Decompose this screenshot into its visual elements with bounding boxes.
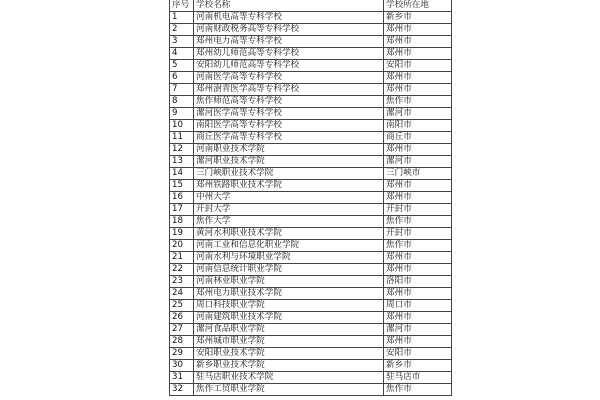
cell-school-name: 河南信息统计职业学院 — [194, 264, 384, 276]
table-row — [170, 108, 452, 120]
cell-number: 12 — [170, 144, 194, 156]
cell-number: 24 — [170, 288, 194, 300]
cell-school-name: 南阳医学高等专科学校 — [194, 120, 384, 132]
cell-number: 29 — [170, 348, 194, 360]
table-header-row — [170, 0, 452, 12]
cell-number: 20 — [170, 240, 194, 252]
cell-number: 3 — [170, 36, 194, 48]
cell-location: 焦作市 — [384, 96, 452, 108]
cell-school-name: 中州大学 — [194, 192, 384, 204]
cell-location: 焦作市 — [384, 240, 452, 252]
cell-number: 22 — [170, 264, 194, 276]
cell-school-name: 河南医学高等专科学校 — [194, 72, 384, 84]
cell-number: 16 — [170, 192, 194, 204]
table-row — [170, 96, 452, 108]
cell-number: 13 — [170, 156, 194, 168]
table-body — [170, 0, 452, 396]
table-row — [170, 168, 452, 180]
cell-school-name: 安阳职业技术学院 — [194, 348, 384, 360]
cell-number: 4 — [170, 48, 194, 60]
cell-school-name: 郑州城市职业学院 — [194, 336, 384, 348]
table-row — [170, 312, 452, 324]
table-row — [170, 372, 452, 384]
cell-number: 9 — [170, 108, 194, 120]
cell-location: 南阳市 — [384, 120, 452, 132]
cell-location: 郑州市 — [384, 288, 452, 300]
cell-school-name: 河南林业职业学院 — [194, 276, 384, 288]
school-table — [169, 0, 452, 396]
cell-number: 15 — [170, 180, 194, 192]
cell-school-name: 商丘医学高等专科学校 — [194, 132, 384, 144]
cell-location: 周口市 — [384, 300, 452, 312]
cell-location: 开封市 — [384, 228, 452, 240]
cell-number: 14 — [170, 168, 194, 180]
cell-school-name: 焦作大学 — [194, 216, 384, 228]
table-row — [170, 336, 452, 348]
table-row — [170, 144, 452, 156]
cell-location: 漯河市 — [384, 156, 452, 168]
cell-number: 10 — [170, 120, 194, 132]
cell-school-name: 驻马店职业技术学院 — [194, 372, 384, 384]
table-row — [170, 204, 452, 216]
header-cell-school-name: 学校名称 — [194, 0, 384, 12]
table-row — [170, 120, 452, 132]
cell-location: 开封市 — [384, 204, 452, 216]
table-row — [170, 276, 452, 288]
header-cell-number: 序号 — [170, 0, 194, 12]
cell-school-name: 黄河水利职业技术学院 — [194, 228, 384, 240]
cell-school-name: 河南建筑职业技术学院 — [194, 312, 384, 324]
cell-school-name: 漯河职业技术学院 — [194, 156, 384, 168]
cell-school-name: 郑州铁路职业技术学院 — [194, 180, 384, 192]
cell-school-name: 漯河食品职业学院 — [194, 324, 384, 336]
cell-number: 7 — [170, 84, 194, 96]
cell-school-name: 新乡职业技术学院 — [194, 360, 384, 372]
cell-school-name: 河南机电高等专科学校 — [194, 12, 384, 24]
cell-school-name: 焦作师范高等专科学校 — [194, 96, 384, 108]
cell-number: 28 — [170, 336, 194, 348]
cell-number: 26 — [170, 312, 194, 324]
cell-location: 安阳市 — [384, 348, 452, 360]
table-row — [170, 36, 452, 48]
cell-location: 郑州市 — [384, 180, 452, 192]
cell-number: 8 — [170, 96, 194, 108]
table-row — [170, 240, 452, 252]
cell-number: 2 — [170, 24, 194, 36]
table-row — [170, 324, 452, 336]
cell-number: 6 — [170, 72, 194, 84]
cell-location: 安阳市 — [384, 60, 452, 72]
cell-school-name: 郑州澍青医学高等专科学校 — [194, 84, 384, 96]
table-row — [170, 180, 452, 192]
cell-location: 郑州市 — [384, 252, 452, 264]
cell-school-name: 焦作工贸职业学院 — [194, 384, 384, 396]
cell-location: 洛阳市 — [384, 276, 452, 288]
cell-location: 郑州市 — [384, 48, 452, 60]
table-row — [170, 228, 452, 240]
cell-school-name: 周口科技职业学院 — [194, 300, 384, 312]
cell-number: 27 — [170, 324, 194, 336]
cell-school-name: 郑州幼儿师范高等专科学校 — [194, 48, 384, 60]
cell-number: 19 — [170, 228, 194, 240]
cell-number: 1 — [170, 12, 194, 24]
table-row — [170, 264, 452, 276]
table-row — [170, 192, 452, 204]
cell-number: 21 — [170, 252, 194, 264]
table-row — [170, 288, 452, 300]
table-row — [170, 132, 452, 144]
cell-location: 漯河市 — [384, 324, 452, 336]
cell-location: 郑州市 — [384, 72, 452, 84]
cell-number: 17 — [170, 204, 194, 216]
cell-location: 焦作市 — [384, 216, 452, 228]
cell-location: 郑州市 — [384, 336, 452, 348]
header-cell-location: 学校所在地 — [384, 0, 452, 12]
cell-location: 驻马店市 — [384, 372, 452, 384]
cell-number: 23 — [170, 276, 194, 288]
table-row — [170, 384, 452, 396]
cell-school-name: 郑州电力职业技术学院 — [194, 288, 384, 300]
cell-location: 郑州市 — [384, 144, 452, 156]
cell-school-name: 开封大学 — [194, 204, 384, 216]
table-row — [170, 12, 452, 24]
table-row — [170, 252, 452, 264]
cell-location: 郑州市 — [384, 36, 452, 48]
cell-school-name: 安阳幼儿师范高等专科学校 — [194, 60, 384, 72]
cell-location: 新乡市 — [384, 12, 452, 24]
cell-number: 30 — [170, 360, 194, 372]
cell-school-name: 河南财政税务高等专科学校 — [194, 24, 384, 36]
cell-school-name: 河南职业技术学院 — [194, 144, 384, 156]
table-row — [170, 300, 452, 312]
cell-school-name: 漯河医学高等专科学校 — [194, 108, 384, 120]
cell-location: 商丘市 — [384, 132, 452, 144]
cell-school-name: 郑州电力高等专科学校 — [194, 36, 384, 48]
cell-location: 郑州市 — [384, 264, 452, 276]
cell-location: 郑州市 — [384, 84, 452, 96]
cell-location: 漯河市 — [384, 108, 452, 120]
table-row — [170, 60, 452, 72]
cell-location: 三门峡市 — [384, 168, 452, 180]
table-row — [170, 360, 452, 372]
table-row — [170, 24, 452, 36]
cell-number: 32 — [170, 384, 194, 396]
cell-number: 18 — [170, 216, 194, 228]
cell-school-name: 河南水利与环境职业学院 — [194, 252, 384, 264]
table-row — [170, 72, 452, 84]
cell-school-name: 河南工业和信息化职业学院 — [194, 240, 384, 252]
table-row — [170, 84, 452, 96]
cell-number: 11 — [170, 132, 194, 144]
cell-school-name: 三门峡职业技术学院 — [194, 168, 384, 180]
cell-number: 31 — [170, 372, 194, 384]
table-row — [170, 216, 452, 228]
table-row — [170, 156, 452, 168]
cell-location: 郑州市 — [384, 312, 452, 324]
cell-number: 25 — [170, 300, 194, 312]
cell-number: 5 — [170, 60, 194, 72]
cell-location: 新乡市 — [384, 360, 452, 372]
table-row — [170, 348, 452, 360]
cell-location: 郑州市 — [384, 24, 452, 36]
cell-location: 焦作市 — [384, 384, 452, 396]
cell-location: 郑州市 — [384, 192, 452, 204]
table-row — [170, 48, 452, 60]
